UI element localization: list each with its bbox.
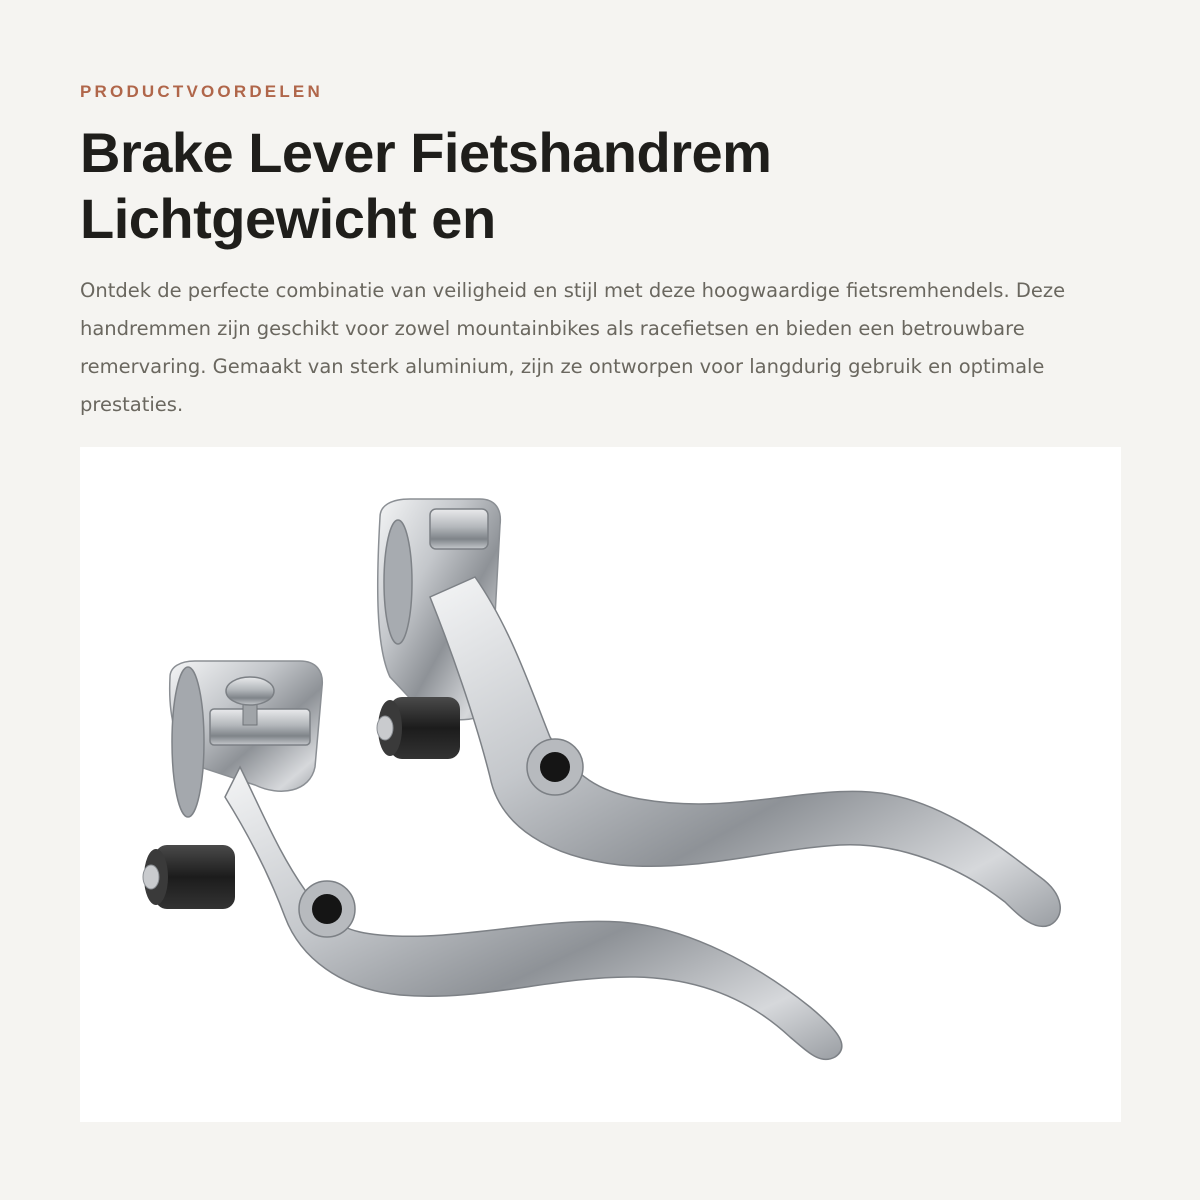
product-description: Ontdek de perfecte combinatie van veiligheid en stijl met deze hoogwaardige fietsremhendels. Deze handremmen zijn geschikt voor zowel mountainbikes als racefietsen en bieden een betrouwbare remervaring. Gemaakt van sterk aluminium, zijn ze ontworpen voor langdurig gebruik en optimale prestaties. xyxy=(80,279,1066,416)
right-brake-lever xyxy=(377,499,1060,926)
product-image xyxy=(80,447,1121,1122)
brake-levers-icon xyxy=(80,447,1121,1122)
section-eyebrow: PRODUCTVOORDELEN xyxy=(80,82,323,101)
product-title: Brake Lever Fietshandrem Lichtgewicht en xyxy=(80,121,772,250)
